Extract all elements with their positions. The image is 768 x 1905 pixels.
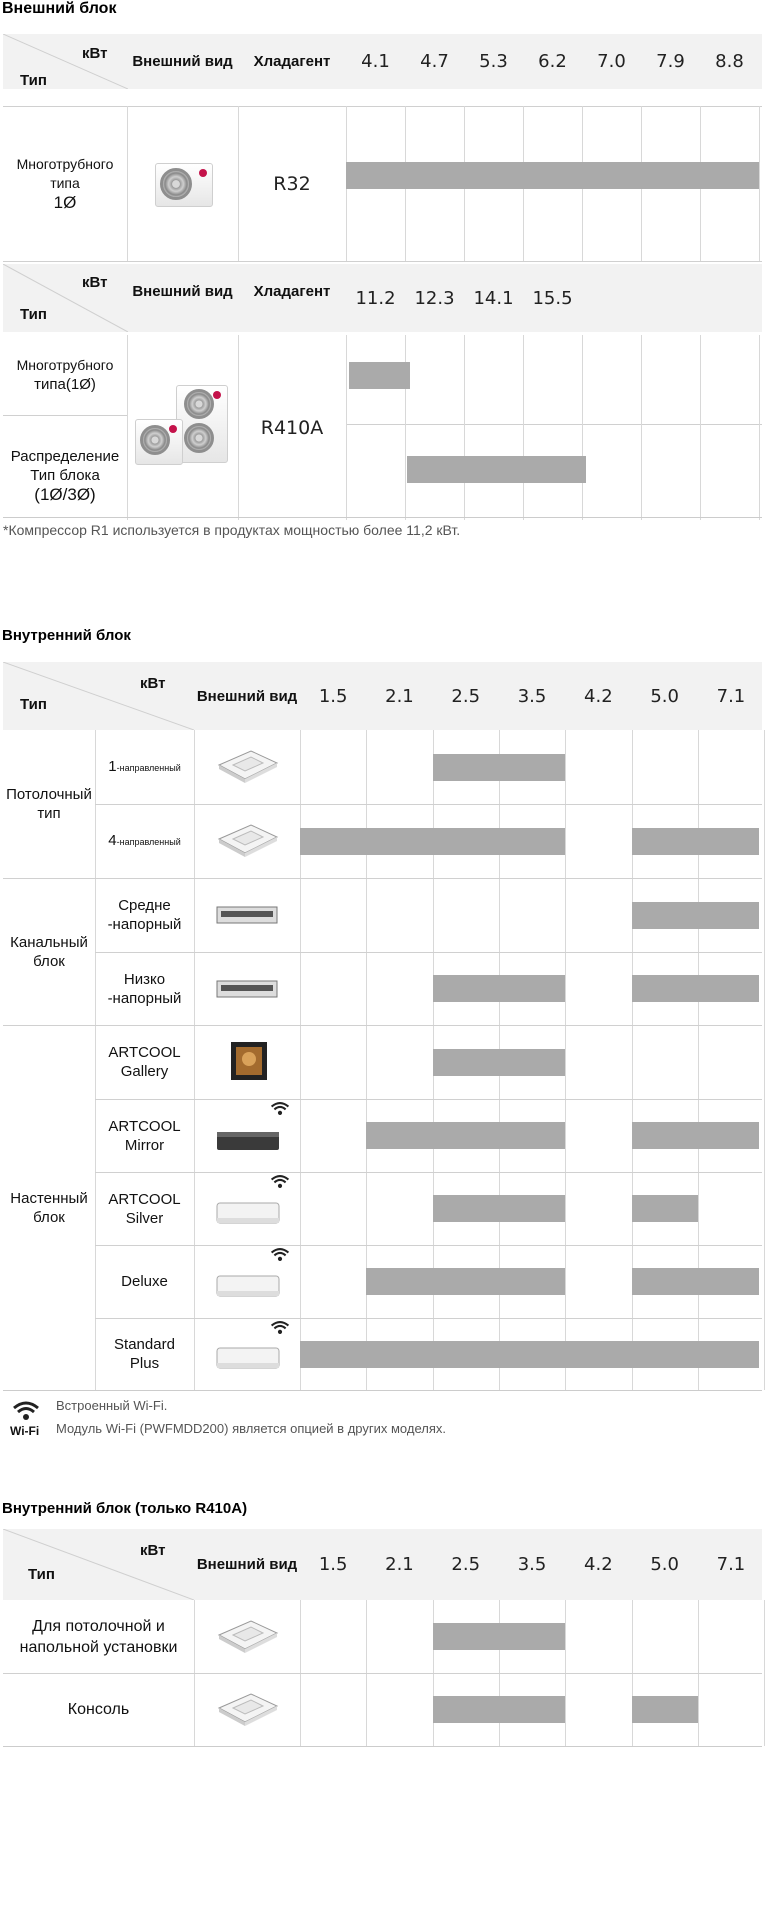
wifi-icon	[270, 1247, 290, 1266]
capacity-header-label: 8.8	[715, 51, 744, 72]
row-divider	[3, 415, 127, 416]
model-suffix: -направленный	[116, 762, 181, 773]
model-line	[118, 896, 171, 915]
capacity-range-bar	[349, 362, 410, 389]
capacity-range-bar	[407, 456, 586, 483]
model-name: 4	[108, 831, 117, 849]
indoor-group-label	[3, 730, 95, 878]
table-bottom	[3, 517, 762, 518]
grid-line	[764, 1600, 765, 1746]
indoor-group-label	[3, 878, 95, 1025]
model-line: Gallery	[120, 1063, 169, 1080]
outdoor-section-title: Внешний блок	[2, 0, 117, 17]
wifi-icon	[270, 1320, 290, 1339]
capacity-range-bar	[366, 1122, 565, 1149]
grid-line	[127, 106, 128, 261]
capacity-range-bar	[632, 1195, 698, 1222]
capacity-range-bar	[632, 828, 760, 855]
r410a-type-label	[3, 1600, 194, 1673]
type-line: Тип блока	[30, 466, 100, 484]
type-line: типа(1Ø)	[34, 376, 96, 393]
indoor-group-label	[3, 1025, 95, 1390]
grid-line	[759, 335, 760, 520]
model-name: Средне	[118, 897, 171, 914]
capacity-range-bar	[346, 162, 759, 189]
capacity-range-bar	[433, 1195, 566, 1222]
group-line: блок	[33, 1208, 65, 1226]
capacity-header-label: 7.1	[716, 1554, 746, 1575]
grid-line	[194, 730, 195, 1390]
wifi-label: Wi-Fi	[10, 1424, 40, 1438]
capacity-header-label: 2.5	[451, 685, 481, 707]
indoor-model-label	[95, 1318, 194, 1390]
row-divider	[95, 1172, 762, 1173]
table-bottom	[3, 1746, 762, 1747]
capacity-range-bar	[632, 1268, 760, 1295]
cassette-1way-image	[211, 1613, 283, 1661]
indoor-model-label	[95, 1099, 194, 1172]
indoor-model-label	[95, 952, 194, 1025]
header-unit-label: кВт	[140, 1542, 166, 1559]
capacity-header-label: 2.1	[385, 685, 414, 707]
r410a-type-label	[3, 1673, 194, 1746]
grid-line	[464, 335, 465, 520]
group-line: Канальный	[10, 933, 88, 951]
grid-line	[764, 730, 765, 1390]
model-name: ARTCOOL	[108, 1190, 181, 1208]
type-line: Консоль	[67, 1701, 130, 1718]
capacity-header-label: 7.0	[597, 51, 626, 72]
capacity-header-label: 1.5	[318, 1554, 348, 1575]
type-line: 1Ø	[53, 193, 77, 212]
indoor-model-label	[95, 1245, 194, 1318]
table-bottom	[3, 1390, 762, 1391]
row-divider	[95, 1318, 762, 1319]
capacity-header-label: 4.2	[584, 1554, 613, 1575]
capacity-range-bar	[433, 1623, 566, 1650]
indoor-model-label	[95, 804, 194, 878]
header-appearance-label: Внешний вид	[132, 53, 233, 70]
capacity-range-bar	[433, 975, 566, 1002]
capacity-range-bar	[632, 902, 760, 929]
indoor-model-label	[95, 1172, 194, 1245]
row-divider	[95, 952, 762, 953]
header-refrigerant-label: Хладагент	[253, 53, 331, 70]
type-line: (1Ø/3Ø)	[34, 484, 96, 504]
capacity-header-label: 4.1	[361, 51, 390, 72]
grid-line	[238, 106, 239, 261]
outdoor-type-multi-1ph	[3, 106, 127, 261]
capacity-header-label: 2.5	[451, 1554, 481, 1575]
row-divider	[95, 804, 762, 805]
grid-line	[759, 106, 760, 261]
capacity-header-label: 15.5	[532, 287, 573, 309]
capacity-range-bar	[300, 828, 565, 855]
capacity-range-bar	[433, 1696, 566, 1723]
grid-line	[127, 335, 128, 520]
group-line: Настенный	[10, 1189, 88, 1207]
header-unit-label: кВт	[82, 274, 108, 291]
model-line: Silver	[125, 1209, 164, 1227]
model-line	[108, 831, 180, 852]
model-suffix: -направленный	[116, 836, 181, 847]
header-type-label: Тип	[20, 696, 47, 713]
row-divider	[95, 1099, 762, 1100]
cassette-1way-image	[211, 743, 283, 791]
model-line: Mirror	[124, 1136, 165, 1154]
outdoor-type-distribution	[3, 430, 127, 520]
wifi-note-builtin: Встроенный Wi-Fi.	[56, 1398, 168, 1413]
model-name: Deluxe	[121, 1273, 168, 1290]
model-line: Plus	[129, 1355, 160, 1372]
model-name: Низко	[123, 970, 166, 988]
grid-line	[582, 335, 583, 520]
type-line: Многотрубного	[16, 357, 114, 373]
grid-line	[641, 335, 642, 520]
row-divider	[3, 261, 762, 262]
capacity-header-label: 7.9	[656, 51, 685, 72]
cassette-4way-image	[211, 817, 283, 865]
capacity-range-bar	[300, 1341, 759, 1368]
capacity-header-label: 12.3	[414, 287, 455, 309]
model-name: 1	[108, 757, 117, 775]
indoor-model-label	[95, 878, 194, 952]
model-line	[121, 1272, 168, 1291]
grid-line	[565, 730, 566, 1390]
capacity-range-bar	[433, 1049, 566, 1076]
model-line	[114, 1335, 175, 1354]
header-unit-label: кВт	[140, 675, 166, 692]
capacity-header-label: 3.5	[517, 1554, 547, 1575]
indoor-section-title: Внутренний блок	[2, 627, 131, 644]
wifi-icon	[270, 1174, 290, 1193]
header-unit-label: кВт	[82, 45, 108, 62]
capacity-range-bar	[632, 1122, 760, 1149]
header-appearance-label: Внешний вид	[132, 283, 233, 300]
capacity-range-bar	[433, 754, 566, 781]
model-line: -напорный	[107, 989, 182, 1007]
wifi-icon	[270, 1101, 290, 1120]
capacity-header-label: 5.0	[650, 685, 679, 707]
type-line: напольной установки	[19, 1638, 178, 1656]
capacity-range-bar	[632, 1696, 698, 1723]
outdoor-unit-image	[155, 163, 213, 207]
grid-line	[346, 335, 347, 520]
model-line	[108, 757, 180, 778]
header-type-label: Тип	[28, 1566, 55, 1583]
capacity-header-label: 2.1	[385, 1554, 414, 1575]
duct-image	[211, 891, 283, 939]
grid-line	[700, 335, 701, 520]
capacity-header-label: 4.7	[420, 51, 449, 72]
model-name: Standard	[114, 1336, 175, 1353]
grid-line	[523, 335, 524, 520]
grid-line	[238, 335, 239, 520]
refrigerant-value: R410A	[260, 416, 324, 439]
indoor-model-label	[95, 730, 194, 804]
indoor-r410a-section-title: Внутренний блок (только R410A)	[2, 1500, 248, 1517]
capacity-header-label: 6.2	[538, 51, 567, 72]
wifi-icon	[12, 1400, 40, 1425]
duct-image	[211, 965, 283, 1013]
capacity-header-label: 5.3	[479, 51, 508, 72]
capacity-header-label: 1.5	[318, 685, 348, 707]
capacity-range-bar	[366, 1268, 565, 1295]
model-line: -напорный	[107, 916, 182, 933]
gallery-image	[211, 1038, 283, 1086]
row-divider	[95, 1245, 762, 1246]
type-line: Распределение	[10, 447, 120, 465]
group-line: тип	[37, 805, 61, 822]
capacity-header-label: 4.2	[584, 685, 613, 707]
model-line	[108, 1117, 180, 1136]
model-line	[108, 1043, 180, 1062]
cassette-4way-image	[211, 1686, 283, 1734]
wifi-note-module: Модуль Wi-Fi (PWFMDD200) является опцией в других моделях.	[56, 1421, 446, 1436]
model-name: ARTCOOL	[108, 1044, 181, 1061]
type-line: Многотрубного	[16, 156, 114, 172]
header-type-label: Тип	[20, 306, 47, 323]
capacity-header-label: 3.5	[517, 685, 547, 707]
indoor-model-label	[95, 1025, 194, 1099]
outdoor-type-multi-1ph-r410a	[3, 335, 127, 415]
header-appearance-label: Внешний вид	[196, 687, 298, 705]
model-line	[124, 970, 165, 989]
model-name: ARTCOOL	[108, 1117, 181, 1135]
type-line: Для потолочной и	[32, 1617, 165, 1635]
model-line	[108, 1190, 180, 1209]
group-line: блок	[33, 952, 65, 970]
header-type-label: Тип	[20, 72, 47, 89]
outdoor-footnote: *Компрессор R1 используется в продуктах мощностью более 11,2 кВт.	[3, 522, 461, 538]
outdoor-unit-image	[135, 385, 230, 465]
type-line: типа	[50, 175, 80, 191]
group-line: Потолочный	[6, 786, 92, 803]
header-appearance-label: Внешний вид	[196, 1556, 298, 1573]
capacity-header-label: 11.2	[355, 287, 396, 309]
capacity-header-label: 7.1	[716, 685, 746, 707]
capacity-range-bar	[632, 975, 760, 1002]
header-refrigerant-label: Хладагент	[253, 283, 331, 300]
capacity-header-label: 14.1	[473, 287, 514, 309]
refrigerant-value: R32	[273, 172, 311, 195]
capacity-header-label: 5.0	[650, 1554, 679, 1575]
header-diagonal	[3, 1529, 194, 1600]
